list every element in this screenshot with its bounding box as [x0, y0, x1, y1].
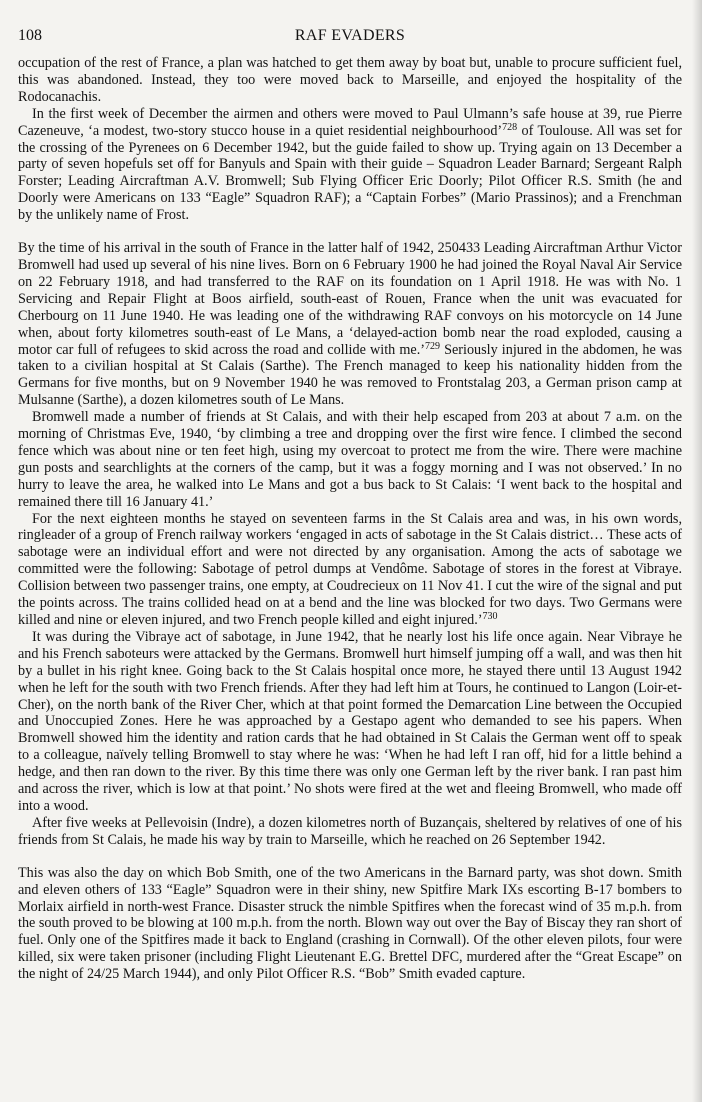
page-number: 108: [18, 27, 42, 44]
text-segment: In the first week of December the airmen and others were moved to Paul Ulmann’s safe house at 39, rue Pierre Cazeneuve, ‘a modest, two-story stucco house in a quiet residential neighbourhood’: [18, 105, 682, 139]
text-segment: This was also the day on which Bob Smith, one of the two Americans in the Barnard party, was shot down. Smith and eleven others of 133 “Eagle” Squadron were in their shiny, new Spitfire Mark IXs escorting B-17 bombers to Morlaix airfield in north-west France. Disaster struck the nimble Spitfires when the forecast wind of 35 m.p.h. from the south proved to be blowing at 100 m.p.h. from the north. Blown way out over the Bay of Biscay they ran short of fuel. Only one of the Spitfires made it back to England (crashing in Cornwall). Of the other eleven pilots, four were killed, six were taken prisoner (including Flight Lieutenant E.G. Brettel DFC, murdered after the “Great Escape” on the night of 24/25 March 1944), and only Pilot Officer R.S. “Bob” Smith evaded capture.: [18, 864, 682, 983]
paragraph: [18, 240, 682, 409]
running-header: [18, 27, 682, 49]
paragraph: [18, 511, 682, 629]
footnote-ref: 728: [502, 121, 518, 133]
text-segment: occupation of the rest of France, a plan was hatched to get them away by boat but, unable to procure sufficient fuel, this was abandoned. Instead, they too were moved back to Marseille, and enjoyed the hospitality of the Rodocanachis.: [18, 55, 682, 105]
page-edge-shadow: [692, 0, 702, 1102]
text-segment: By the time of his arrival in the south of France in the latter half of 1942, 250433 Leading Aircraftman Arthur Victor Bromwell had used up several of his nine lives. Born on 6 February 1900 he had joined the Royal Naval Air Service on 22 February 1918, and had transferred to the RAF on its foundation on 1 April 1918. He was with No. 1 Servicing and Repair Flight at Boos airfield, south-east of Rouen, France when the unit was evacuated for Cherbourg on 11 June 1940. He was leading one of the withdrawing RAF convoys on his motorcycle on 14 June when, about forty kilometres south-east of Le Mans, a ‘delayed-action bomb near the road exploded, causing a motor car full of refugees to skid across the road and collide with me.’: [18, 240, 682, 358]
text-segment: After five weeks at Pellevoisin (Indre), a dozen kilometres north of Buzançais, sheltered by relatives of one of his friends from St Calais, he made his way by train to Marseille, which he reached on 26 September 1942.: [18, 814, 682, 848]
paragraph: [18, 629, 682, 815]
paragraph: [18, 865, 682, 983]
paragraph: [18, 55, 682, 106]
body-text: [18, 55, 682, 983]
text-segment: of Toulouse. All was set for the crossing of the Pyrenees on 6 December 1942, but the guide failed to show up. Trying again on 13 December a party of seven hopefuls set off for Banyuls and Spain with their guide – Squadron Leader Barnard; Sergeant Ralph Forster; Leading Aircraftman A.V. Bromwell; Sub Flying Officer Eric Doorly; Pilot Officer R.S. Smith (he and Doorly were Americans on 133 “Eagle” Squadron RAF); a “Captain Forbes” (Mario Prassinos); and a Frenchman by the unlikely name of Frost.: [18, 122, 682, 224]
paragraph: [18, 815, 682, 849]
paragraph: [18, 409, 682, 510]
running-title: RAF EVADERS: [294, 27, 406, 44]
text-segment: It was during the Vibraye act of sabotage, in June 1942, that he nearly lost his life once again. Near Vibraye he and his French saboteurs were attacked by the Germans. Bromwell hurt himself jumping off a wall, and was then hit by a bullet in his right knee. Going back to the St Calais hospital once more, he stayed there until 13 August 1942 when he left for the south with two French friends. After they had left him at Tours, he continued to Langon (Loir-et-Cher), on the north bank of the River Cher, which at that point formed the Demarcation Line between the Occupied and Unoccupied Zones. Here he was approached by a Gestapo agent who demanded to see his papers. When Bromwell showed him the identity and ration cards that he had obtained in St Calais the German went off to speak to a colleague, naïvely telling Bromwell to stay where he was: ‘When he had left I ran off, hid for a little behind a hedge, and then ran down to the river. By this time there was only one German left by the river bank. I ran past him and across the river, which is low at that point.’ No shots were fired at the wet and fleeing Bromwell, who made off into a wood.: [18, 628, 682, 814]
footnote-ref: 729: [424, 340, 440, 352]
text-segment: For the next eighteen months he stayed on seventeen farms in the St Calais area and was, in his own words, ringleader of a group of French railway workers ‘engaged in acts of sabotage in the St Calais district… These acts of sabotage were an individual effort and were not directed by any organisation. Among the acts of sabotage we committed were the following: Sabotage of petrol dumps at Vendôme. Sabotage of stores in the forest at Vibraye. Collision between two passenger trains, one empty, at Coudrecieux on 11 Nov 41. I cut the wire of the signal and put the points across. The trains collided head on at a bend and the line was blocked for two days. Two Germans were killed and nine or eleven injured, and two French people killed and eight injured.’: [18, 510, 682, 628]
footnote-ref: 730: [482, 611, 498, 622]
text-segment: Bromwell made a number of friends at St Calais, and with their help escaped from 203 at about 7 a.m. on the morning of Christmas Eve, 1940, ‘by climbing a tree and dropping over the first wire fence. I climbed the second fence which was about nine or ten feet high, using my overcoat to protect me from the wire. There were machine gun posts and searchlights at the corners of the camp, but it was a foggy morning and I was not observed.’ In no hurry to leave the area, he walked into Le Mans and got a bus back to St Calais: ‘I went back to the hospital and remained there till 16 January 41.’: [18, 409, 682, 510]
book-page: [18, 27, 682, 983]
paragraph: [18, 106, 682, 224]
text-segment: Seriously injured in the abdomen, he was taken to a civilian hospital at St Calais (Sarthe). The French managed to keep his nationality hidden from the Germans for five months, but on 9 November 1940 he was removed to Frontstalag 203, a German prison camp at Mulsanne (Sarthe), a dozen kilometres south of Le Mans.: [18, 341, 682, 409]
